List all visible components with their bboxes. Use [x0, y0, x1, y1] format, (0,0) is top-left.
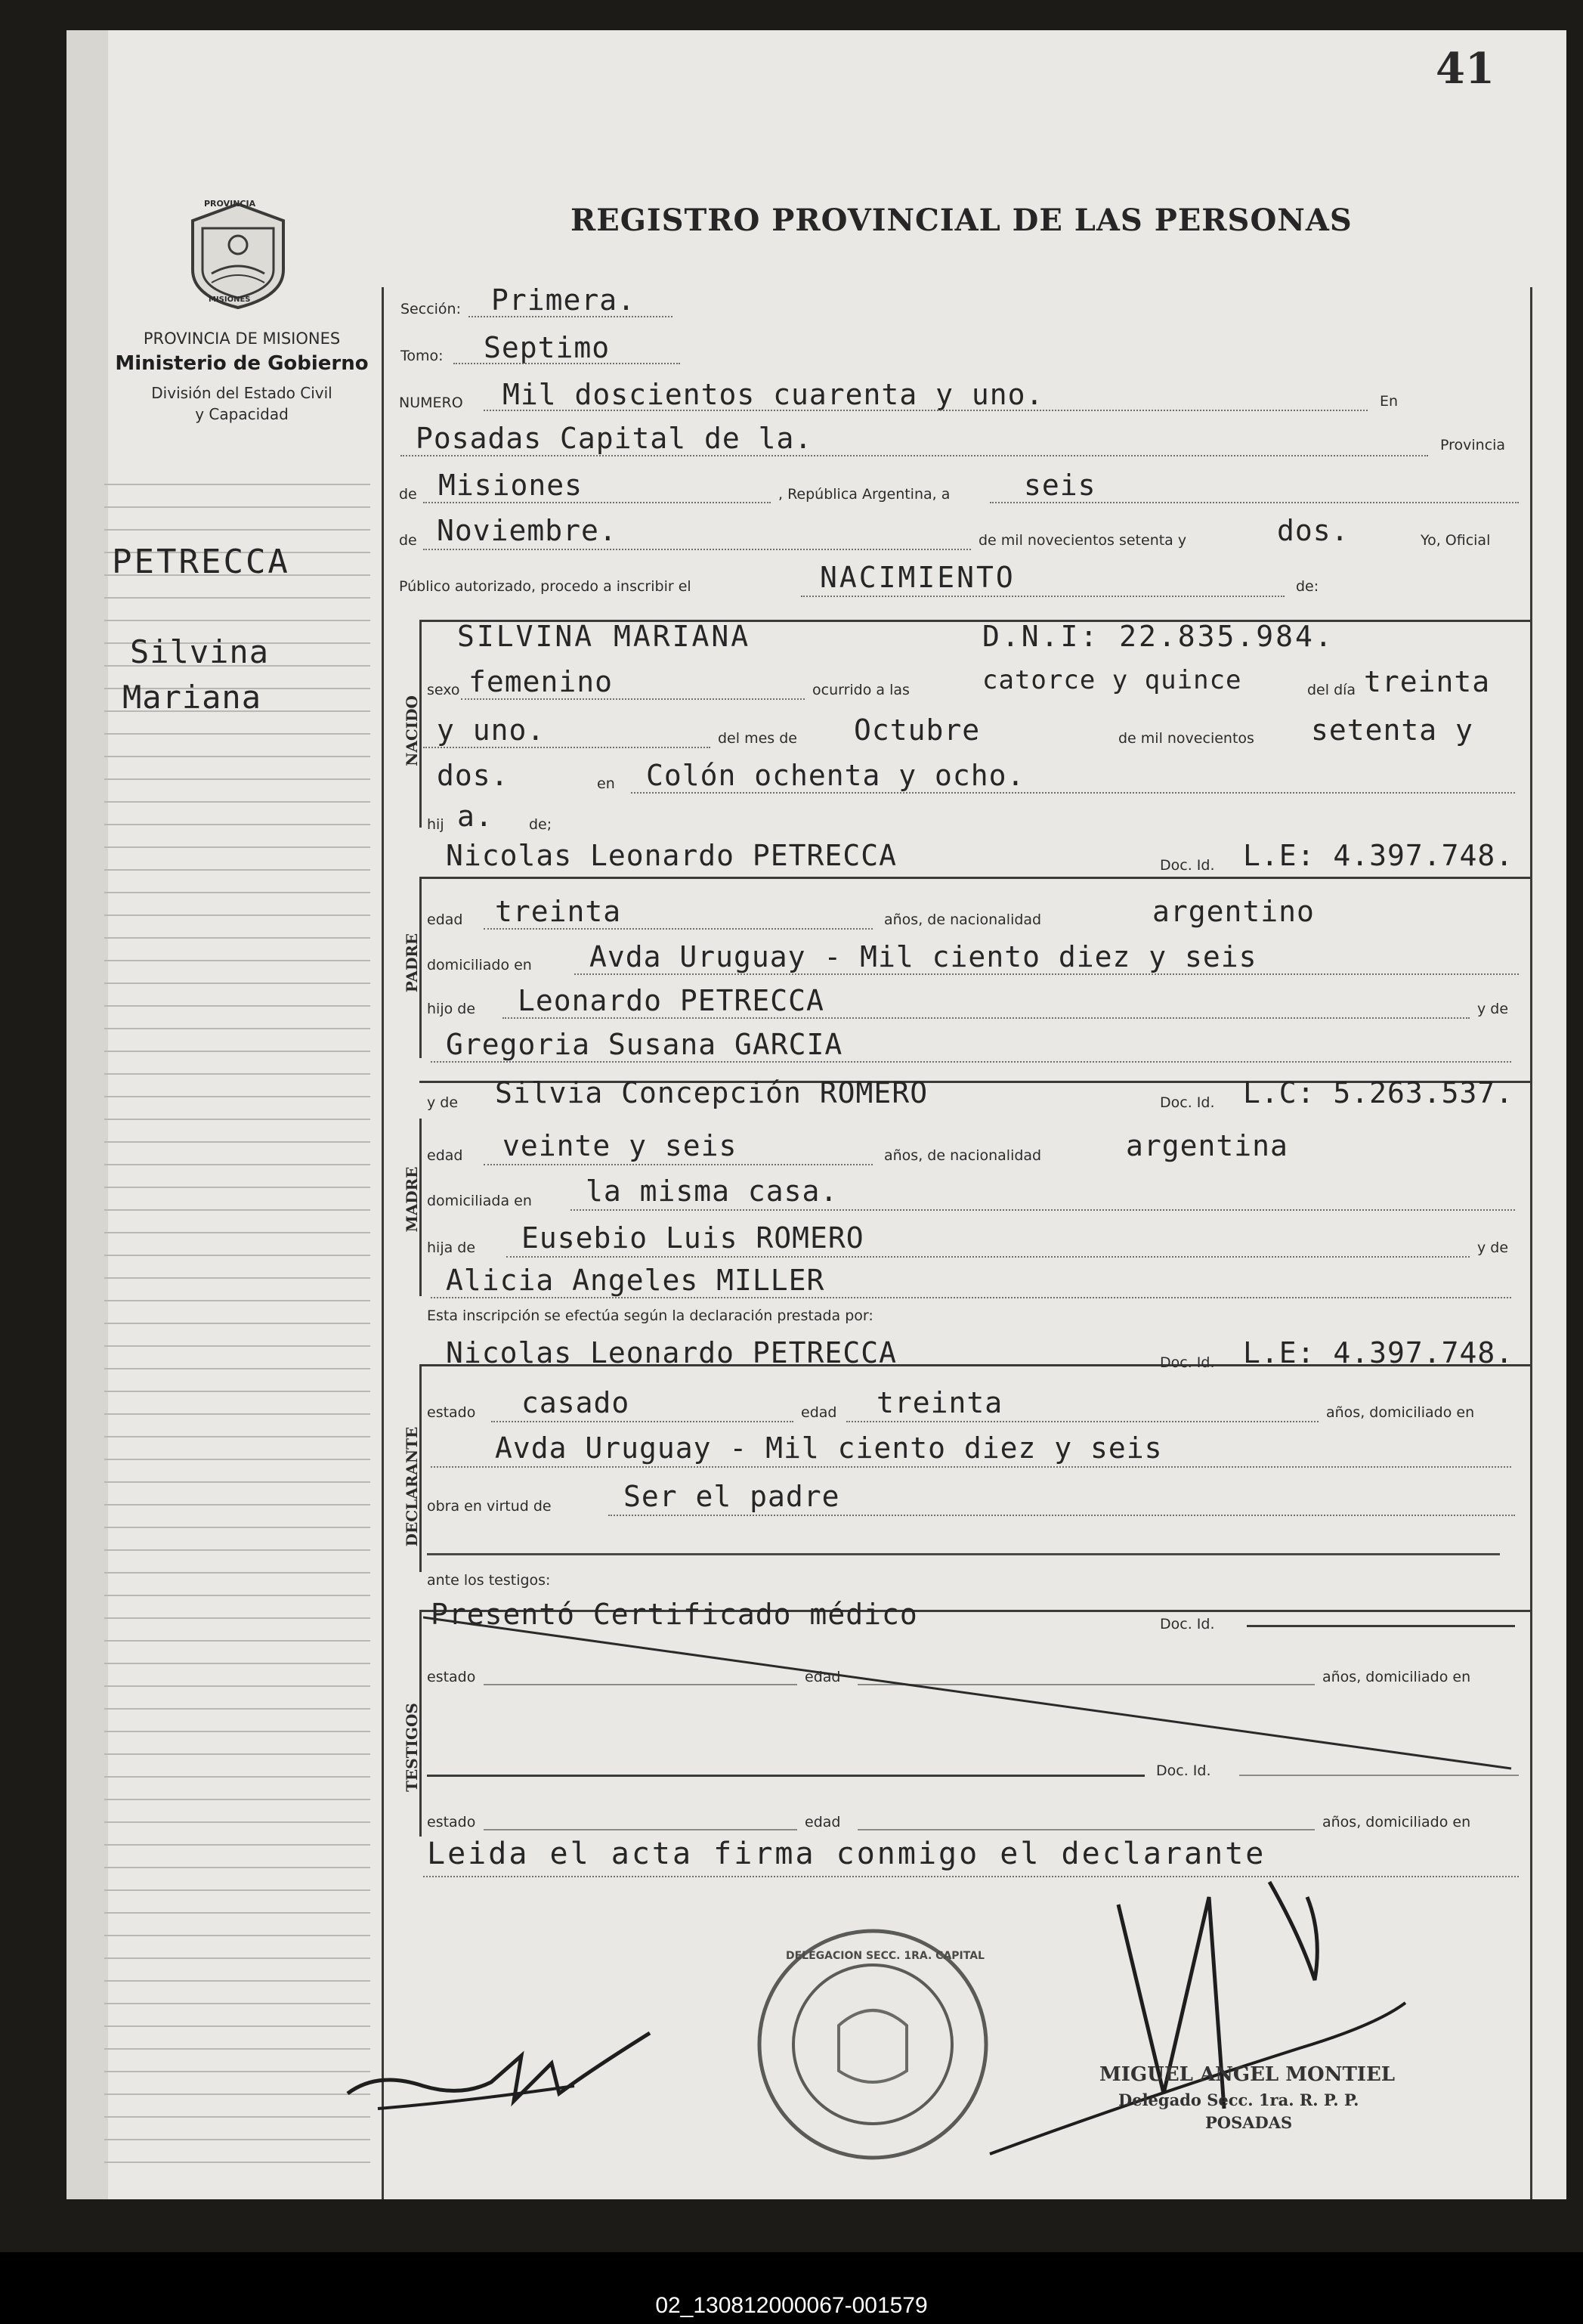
- round-seal-text: DELEGACION SECC. 1RA. CAPITAL: [786, 1950, 985, 1962]
- value-padre-edad: treinta: [495, 895, 622, 928]
- dots-madre-madre: [431, 1297, 1511, 1298]
- label-madre-y-de-2: y de: [1477, 1239, 1509, 1256]
- label-testigo1-estado: estado: [427, 1669, 476, 1685]
- margin-rule: [104, 1028, 370, 1029]
- label-decl-doc: Doc. Id.: [1160, 1354, 1215, 1371]
- margin-rule: [104, 506, 370, 508]
- margin-rule: [104, 1776, 370, 1778]
- value-dia: seis: [1024, 469, 1096, 502]
- margin-rule: [104, 960, 370, 961]
- margin-rule: [104, 1413, 370, 1415]
- margin-rule: [104, 824, 370, 825]
- org-line-4: y Capacidad: [195, 405, 289, 423]
- label-padre-hijo-de: hijo de: [427, 1001, 476, 1017]
- margin-rule: [104, 869, 370, 871]
- dots-provincia: [423, 502, 771, 503]
- label-testigo1-edad: edad: [805, 1669, 841, 1685]
- margin-rule: [104, 1119, 370, 1120]
- label-de-hij: de;: [529, 816, 552, 833]
- margin-rule: [104, 2162, 370, 2163]
- value-tomo: Septimo: [484, 331, 611, 364]
- margin-rule: [104, 1096, 370, 1097]
- label-del-mes: del mes de: [718, 730, 797, 747]
- value-madre-madre: Alicia Angeles MILLER: [446, 1264, 825, 1297]
- section-label-testigos: TESTIGOS: [403, 1703, 421, 1792]
- label-testigo2-doc: Doc. Id.: [1156, 1762, 1211, 1779]
- label-decl-anios: años, domiciliado en: [1326, 1404, 1475, 1421]
- section-label-padre: PADRE: [403, 933, 421, 993]
- margin-rule: [104, 1391, 370, 1392]
- stamp-line-2: Delegado Secc. 1ra. R. P. P.: [1118, 2090, 1359, 2109]
- testigo2-estado-line: [484, 1829, 797, 1830]
- value-anio: dos.: [1277, 514, 1350, 547]
- value-decl-obra: Ser el padre: [623, 1480, 840, 1513]
- label-de-tipo: de:: [1296, 578, 1319, 595]
- value-mes: Noviembre.: [437, 514, 617, 547]
- dots-sexo: [461, 698, 805, 700]
- label-de-mes: de: [399, 532, 417, 549]
- margin-rule: [104, 1164, 370, 1165]
- section-label-madre: MADRE: [403, 1166, 421, 1233]
- label-decl-edad: edad: [801, 1404, 837, 1421]
- left-frame-line: [382, 287, 384, 2199]
- org-line-1: PROVINCIA DE MISIONES: [143, 330, 341, 348]
- value-lugar: Posadas Capital de la.: [416, 422, 813, 455]
- margin-rule: [104, 1323, 370, 1324]
- dots-decl-edad: [846, 1421, 1319, 1422]
- margin-rule: [104, 2071, 370, 2072]
- margin-rule: [104, 1595, 370, 1596]
- margin-rule: [104, 620, 370, 621]
- margin-rule: [104, 756, 370, 757]
- stamp-line-3: POSADAS: [1205, 2113, 1293, 2132]
- margin-rule: [104, 1005, 370, 1007]
- label-numero: NUMERO: [399, 395, 463, 411]
- margin-rule: [104, 2093, 370, 2095]
- margin-rule: [104, 1640, 370, 1642]
- value-decl-dom: Avda Uruguay - Mil ciento diez y seis: [495, 1431, 1163, 1465]
- value-anio-nac-b: dos.: [437, 759, 509, 792]
- margin-rule: [104, 1731, 370, 1732]
- margin-rule: [104, 1527, 370, 1528]
- province-seal-icon: [181, 198, 295, 311]
- label-seccion: Sección:: [400, 301, 461, 317]
- declarant-signature-icon: [332, 2010, 680, 2131]
- label-republica: , República Argentina, a: [778, 486, 951, 503]
- margin-rule: [104, 733, 370, 735]
- value-hora: catorce y quince: [982, 665, 1242, 695]
- label-padre-edad: edad: [427, 911, 463, 928]
- section-label-declarante: DECLARANTE: [403, 1426, 421, 1547]
- dots-tomo: [453, 363, 680, 364]
- value-decl-estado: casado: [521, 1386, 630, 1419]
- dots-dia-nac: [423, 747, 710, 748]
- value-seccion: Primera.: [491, 283, 636, 317]
- dots-numero: [484, 410, 1368, 411]
- margin-rule: [104, 1799, 370, 1800]
- dots-padre-edad: [484, 928, 873, 930]
- label-madre-doc: Doc. Id.: [1160, 1094, 1215, 1111]
- stamp-line-1: MIGUEL ANGEL MONTIEL: [1099, 2063, 1396, 2086]
- margin-given-name-2: Mariana: [122, 679, 262, 716]
- margin-rule: [104, 1459, 370, 1460]
- value-tipo: NACIMIENTO: [820, 561, 1016, 594]
- margin-rule: [104, 1821, 370, 1823]
- margin-rule: [104, 1889, 370, 1891]
- margin-rule: [104, 1277, 370, 1279]
- label-yo-oficial: Yo, Oficial: [1421, 532, 1491, 549]
- margin-rule: [104, 1345, 370, 1347]
- margin-given-name-1: Silvina: [130, 633, 270, 670]
- page-number: 41: [1436, 44, 1495, 94]
- margin-surname: PETRECCA: [112, 543, 290, 581]
- label-testigo2-edad: edad: [805, 1814, 841, 1830]
- section-label-nacido: NACIDO: [403, 695, 421, 766]
- label-madre-anios: años, de nacionalidad: [884, 1147, 1042, 1164]
- label-testigo1-anios: años, domiciliado en: [1322, 1669, 1471, 1685]
- dots-madre-dom: [570, 1209, 1515, 1211]
- value-madre-hija-de: Eusebio Luis ROMERO: [521, 1221, 864, 1255]
- value-lugar-nac: Colón ochenta y ocho.: [646, 759, 1025, 792]
- label-padre-doc: Doc. Id.: [1160, 857, 1215, 874]
- label-testigo2-anios: años, domiciliado en: [1322, 1814, 1471, 1830]
- value-madre-nombre: Silvia Concepción ROMERO: [495, 1076, 929, 1109]
- value-decl-nombre: Nicolas Leonardo PETRECCA: [446, 1336, 897, 1369]
- dots-lugar: [400, 455, 1428, 456]
- dots-seccion: [468, 316, 672, 317]
- margin-rule: [104, 1073, 370, 1075]
- margin-rule: [104, 1663, 370, 1664]
- page-title: REGISTRO PROVINCIAL DE LAS PERSONAS: [570, 203, 1353, 238]
- margin-rule: [104, 1368, 370, 1369]
- value-dni: D.N.I: 22.835.984.: [982, 620, 1334, 653]
- label-declaracion: Esta inscripción se efectúa según la declaración prestada por:: [427, 1307, 873, 1324]
- margin-rule: [104, 597, 370, 599]
- margin-rule: [104, 1436, 370, 1437]
- label-testigo-doc: Doc. Id.: [1160, 1616, 1215, 1632]
- value-numero: Mil doscientos cuarenta y uno.: [502, 378, 1044, 411]
- dots-decl-estado: [491, 1421, 793, 1422]
- label-tomo: Tomo:: [400, 348, 444, 364]
- value-anio-nac-a: setenta y: [1311, 713, 1473, 747]
- value-decl-edad: treinta: [877, 1386, 1003, 1419]
- dots-padre-madre: [431, 1061, 1511, 1063]
- margin-rule: [104, 1617, 370, 1619]
- dots-madre-hija: [506, 1256, 1470, 1258]
- margin-rule: [104, 1708, 370, 1710]
- value-decl-doc: L.E: 4.397.748.: [1243, 1336, 1514, 1369]
- label-de-mil-novecientos-2: de mil novecientos: [1118, 730, 1254, 747]
- margin-rule: [104, 1209, 370, 1211]
- value-padre-doc: L.E: 4.397.748.: [1243, 839, 1514, 872]
- value-padre-nac: argentino: [1152, 895, 1315, 928]
- org-line-3: División del Estado Civil: [151, 384, 332, 402]
- value-sexo: femenino: [468, 665, 614, 698]
- value-padre-dom: Avda Uruguay - Mil ciento diez y seis: [589, 940, 1257, 973]
- label-hij: hij: [427, 816, 444, 833]
- margin-rule: [104, 983, 370, 984]
- dots-decl-dom: [431, 1466, 1511, 1468]
- margin-rule: [104, 2139, 370, 2140]
- label-madre-hija-de: hija de: [427, 1239, 476, 1256]
- sep-padre: [419, 877, 1530, 879]
- value-madre-dom: la misma casa.: [586, 1174, 839, 1208]
- margin-rule: [104, 914, 370, 916]
- margin-rule: [104, 1867, 370, 1868]
- label-publico: Público autorizado, procedo a inscribir el: [399, 578, 691, 595]
- margin-rule: [104, 778, 370, 780]
- label-testigo2-estado: estado: [427, 1814, 476, 1830]
- dots-padre-hijo: [502, 1017, 1470, 1019]
- margin-rule: [104, 1300, 370, 1301]
- margin-rule: [104, 1549, 370, 1551]
- dots-decl-obra: [608, 1515, 1515, 1516]
- value-madre-doc: L.C: 5.263.537.: [1243, 1076, 1514, 1109]
- margin-rule: [104, 1980, 370, 1982]
- margin-rule: [104, 1912, 370, 1914]
- margin-rule: [104, 2116, 370, 2118]
- label-ante-testigos: ante los testigos:: [427, 1572, 551, 1589]
- label-de-mil-novecientos: de mil novecientos setenta y: [979, 532, 1187, 549]
- seal-text-top: PROVINCIA: [204, 199, 256, 209]
- label-padre-y-de: y de: [1477, 1001, 1509, 1017]
- value-testigos: Presentó Certificado médico: [431, 1598, 918, 1631]
- dots-mes: [423, 549, 971, 550]
- margin-rule: [104, 801, 370, 803]
- margin-rule: [104, 1481, 370, 1483]
- value-madre-nac: argentina: [1126, 1129, 1288, 1162]
- margin-rule: [104, 846, 370, 848]
- value-hij-suffix: a.: [457, 800, 493, 833]
- label-en-lugar: en: [597, 775, 615, 792]
- value-padre-hijo-de: Leonardo PETRECCA: [518, 984, 824, 1017]
- label-decl-obra: obra en virtud de: [427, 1498, 552, 1515]
- label-de: de: [399, 486, 417, 503]
- cancel-strike-line: [423, 1610, 1526, 1776]
- value-provincia: Misiones: [438, 469, 583, 502]
- dots-lugar-nac: [631, 792, 1515, 794]
- margin-rule: [104, 1232, 370, 1233]
- margin-rule: [104, 484, 370, 485]
- margin-rule: [104, 1572, 370, 1574]
- dots-tipo: [801, 596, 1285, 597]
- decl-line: [427, 1553, 1500, 1555]
- margin-rule: [104, 1753, 370, 1755]
- margin-rule: [104, 1504, 370, 1505]
- margin-rule: [104, 1141, 370, 1143]
- margin-rule: [104, 1957, 370, 1959]
- value-dia-nac-a: treinta: [1364, 665, 1491, 698]
- margin-rule: [104, 1844, 370, 1846]
- margin-rule: [104, 529, 370, 531]
- value-dia-nac-b: y uno.: [437, 713, 546, 747]
- label-en: En: [1380, 393, 1399, 410]
- margin-rule: [104, 1187, 370, 1188]
- margin-rule: [104, 2025, 370, 2027]
- margin-rule: [104, 892, 370, 893]
- dots-padre-dom: [574, 973, 1519, 975]
- footer-code: 02_130812000067-001579: [655, 2293, 928, 2318]
- label-del-dia: del día: [1307, 682, 1356, 698]
- label-madre-dom: domiciliada en: [427, 1193, 532, 1209]
- margin-rule: [104, 2048, 370, 2050]
- margin-rule: [104, 1935, 370, 1936]
- seal-text-bottom: MISIONES: [209, 296, 251, 304]
- label-decl-estado: estado: [427, 1404, 476, 1421]
- margin-rule: [104, 937, 370, 939]
- label-madre-y-de: y de: [427, 1094, 459, 1111]
- margin-rule: [104, 1255, 370, 1256]
- testigo2-edad-line: [858, 1829, 1315, 1830]
- margin-rule: [104, 1051, 370, 1052]
- margin-rule: [104, 2003, 370, 2004]
- dots-madre-edad: [484, 1164, 873, 1165]
- value-mes-nac: Octubre: [854, 713, 981, 747]
- margin-rule: [104, 1685, 370, 1687]
- label-padre-dom: domiciliado en: [427, 957, 532, 973]
- label-provincia: Provincia: [1440, 437, 1506, 453]
- value-cierre: Leida el acta firma conmigo el declarante: [427, 1837, 1266, 1871]
- value-padre-madre: Gregoria Susana GARCIA: [446, 1028, 843, 1061]
- dots-dia: [990, 502, 1519, 503]
- label-ocurrido: ocurrido a las: [812, 682, 910, 698]
- value-padre-nombre: Nicolas Leonardo PETRECCA: [446, 839, 897, 872]
- value-nombre: SILVINA MARIANA: [457, 620, 751, 653]
- org-line-2: Ministerio de Gobierno: [115, 352, 369, 375]
- label-madre-edad: edad: [427, 1147, 463, 1164]
- label-padre-anios: años, de nacionalidad: [884, 911, 1042, 928]
- value-madre-edad: veinte y seis: [502, 1129, 737, 1162]
- right-frame-line: [1530, 287, 1532, 2199]
- label-sexo: sexo: [427, 682, 460, 698]
